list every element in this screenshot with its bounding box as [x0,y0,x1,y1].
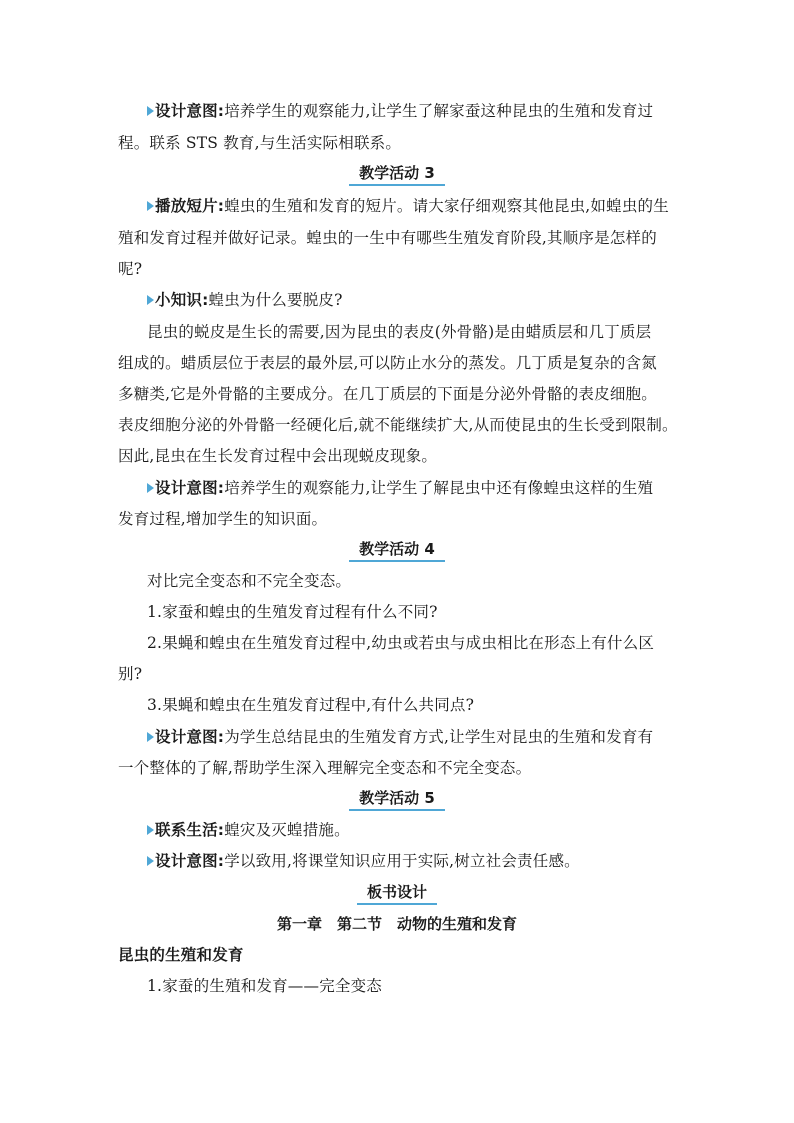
paragraph-line: 组成的。蜡质层位于表层的最外层,可以防止水分的蒸发。几丁质是复杂的含氮 [118,354,657,372]
board-subtitle: 昆虫的生殖和发育 [118,946,244,964]
design-intent-text: 培养学生的观察能力,让学生了解昆虫中还有像蝗虫这样的生殖 [224,479,654,497]
design-intent-line [147,478,653,498]
design-intent-label: 设计意图: [155,102,225,120]
design-intent-label: 设计意图: [155,479,225,497]
life-connection-label: 联系生活: [155,821,225,839]
design-intent-line [147,727,653,747]
paragraph-line: 表皮细胞分泌的外骨骼一经硬化后,就不能继续扩大,从而使昆虫的生长受到限制。 [118,416,678,434]
question-item: 2.果蝇和蝗虫在生殖发育过程中,幼虫或若虫与成虫相比在形态上有什么区 [147,634,655,652]
paragraph-line: 殖和发育过程并做好记录。蝗虫的一生中有哪些生殖发育阶段,其顺序是怎样的 [118,229,657,247]
board-title: 第一章 第二节 动物的生殖和发育 [276,915,517,933]
triangle-right-icon [147,825,154,835]
triangle-right-icon [147,295,154,305]
question-item: 3.果蝇和蝗虫在生殖发育过程中,有什么共同点? [147,696,475,714]
section-heading-activity-3 [0,163,794,183]
knowledge-label: 小知识: [155,291,209,309]
section-heading-activity-5 [0,788,794,808]
knowledge-line [147,290,343,310]
section-heading-text: 板书设计 [363,882,431,902]
section-heading-text: 教学活动 5 [355,788,439,808]
paragraph-line: 程。联系 STS 教育,与生活实际相联系。 [118,134,402,152]
section-heading-board-design [0,882,794,902]
paragraph-line: 因此,昆虫在生长发育过程中会出现蜕皮现象。 [118,447,438,465]
design-intent-line [147,851,580,871]
triangle-right-icon [147,483,154,493]
design-intent-line [147,101,653,121]
paragraph-line: 对比完全变态和不完全变态。 [147,572,352,590]
triangle-right-icon [147,201,154,211]
paragraph-line: 发育过程,增加学生的知识面。 [118,510,328,528]
paragraph-line: 呢? [118,260,143,278]
triangle-right-icon [147,732,154,742]
life-connection-line [147,820,350,840]
paragraph-line: 多糖类,它是外骨骼的主要成分。在几丁质层的下面是分泌外骨骼的表皮细胞。 [118,385,657,403]
paragraph-line: 别? [118,665,143,683]
design-intent-text: 为学生总结昆虫的生殖发育方式,让学生对昆虫的生殖和发育有 [224,728,654,746]
paragraph-line: 一个整体的了解,帮助学生深入理解完全变态和不完全变态。 [118,759,532,777]
section-heading-text: 教学活动 3 [355,163,439,183]
triangle-right-icon [147,106,154,116]
question-item: 1.家蚕和蝗虫的生殖发育过程有什么不同? [147,603,438,621]
triangle-right-icon [147,856,154,866]
section-heading-text: 教学活动 4 [355,539,439,559]
play-clip-label: 播放短片: [155,197,225,215]
play-clip-line [147,196,669,216]
section-heading-activity-4 [0,539,794,559]
design-intent-label: 设计意图: [155,728,225,746]
knowledge-text: 蝗虫为什么要脱皮? [208,291,343,309]
design-intent-text: 培养学生的观察能力,让学生了解家蚕这种昆虫的生殖和发育过 [224,102,654,120]
design-intent-label: 设计意图: [155,852,225,870]
paragraph-line: 昆虫的蜕皮是生长的需要,因为昆虫的表皮(外骨骼)是由蜡质层和几丁质层 [147,323,652,341]
design-intent-text: 学以致用,将课堂知识应用于实际,树立社会责任感。 [224,852,580,870]
play-clip-text: 蝗虫的生殖和发育的短片。请大家仔细观察其他昆虫,如蝗虫的生 [224,197,669,215]
board-item: 1.家蚕的生殖和发育——完全变态 [147,977,382,995]
life-connection-text: 蝗灾及灭蝗措施。 [224,821,350,839]
